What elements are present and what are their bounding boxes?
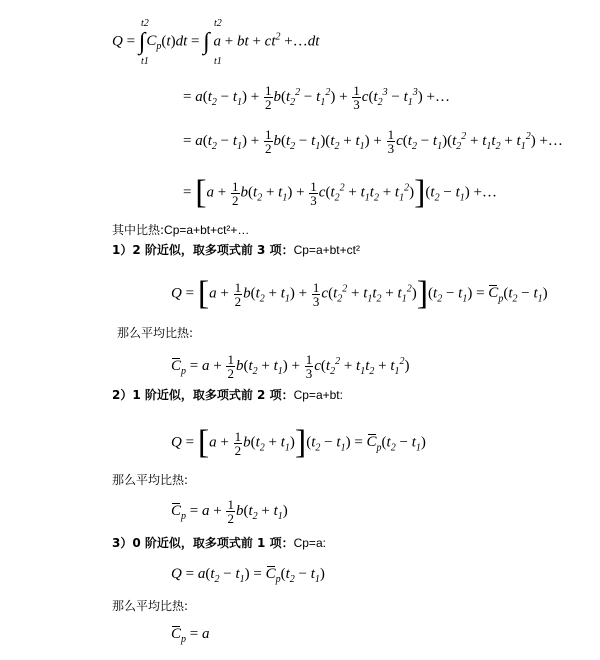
case2-heading: 2）1 阶近似，取多项式前 2 项：: [112, 388, 294, 402]
case1-equation: Q = [a + $\frac{1}{2}$ $b(t_2 + t_1)$ + $\frac{1}{3}$ $c(t_2^2 + t_1t_2 + t_1^2)](t_2 - t_1) = C_p(t_2 - t_1)$: [171, 275, 548, 312]
case3-equation: $Q = a(t_2 - t_1) = C_p(t_2 - t_1)$: [171, 566, 325, 585]
avg-label-3: 那么平均比热:: [112, 599, 189, 613]
intro-label: 其中比热:: [112, 223, 165, 237]
case1-heading: 1）2 阶近似，取多项式前 3 项：: [112, 243, 294, 257]
case2-formula: Cp=a+bt:: [293, 388, 343, 402]
case1-formula: Cp=a+bt+ct²: [293, 243, 360, 257]
avg-equation-3: $C_p = a$: [171, 626, 210, 645]
avg-equation-2: $C_p = a$ + $\frac{1}{2}$ $b(t_2 + t_1)$: [171, 497, 288, 526]
avg-label-2: 那么平均比热:: [112, 473, 189, 487]
integral-upper-limit-2: t2: [214, 18, 222, 29]
equation-expansion-2: = $a(t_2 - t_1)$ + $\frac{1}{2}$ $b(t_2 - t_1)(t_2 + t_1)$ + $\frac{1}{3}$ $c(t_2 - t_1)(t_2^2 + t_1t_2 + t_1^2)$ +…: [183, 127, 563, 156]
integral-lower-limit-2: t1: [214, 56, 222, 67]
avg-equation-1: $C_p = a$ + $\frac{1}{2}$ $b(t_2 + t_1)$ + $\frac{1}{3}$ $c(t_2^2 + t_1t_2 + t_1^2)$: [171, 352, 410, 381]
equation-integral: $Q = \int C_p(t)dt$ = ∫ a + bt + $ct^2$ +…dt: [112, 29, 320, 55]
case3-heading-line: [112, 537, 326, 549]
case2-heading-line: [112, 389, 343, 401]
case3-formula: Cp=a:: [293, 536, 326, 550]
avg-label-1: 那么平均比热:: [117, 326, 194, 340]
equation-factored: = [a + $\frac{1}{2}$ $b(t_2 + t_1)$ + $\frac{1}{3}$ $c(t_2^2 + t_1t_2 + t_1^2)](t_2 - t_1)$ +…: [183, 174, 497, 211]
case3-heading: 3）0 阶近似，取多项式前 1 项：: [112, 536, 294, 550]
intro-formula: Cp=a+bt+ct²+…: [164, 223, 250, 237]
equation-expansion-1: = $a(t_2 - t_1)$ + $\frac{1}{2}$ $b(t_2^2 - t_1^2)$ + $\frac{1}{3}$ $c(t_2^3 - t_1^3)$ +…: [183, 83, 450, 112]
case2-equation: Q = [a + $\frac{1}{2}$ $b(t_2 + t_1)](t_2 - t_1) = C_p(t_2 - t_1)$: [171, 424, 426, 461]
integral-upper-limit-1: t2: [141, 18, 149, 29]
integral-lower-limit-1: t1: [141, 56, 149, 67]
specific-heat-intro: [112, 224, 249, 236]
case1-heading-line: [112, 244, 360, 256]
